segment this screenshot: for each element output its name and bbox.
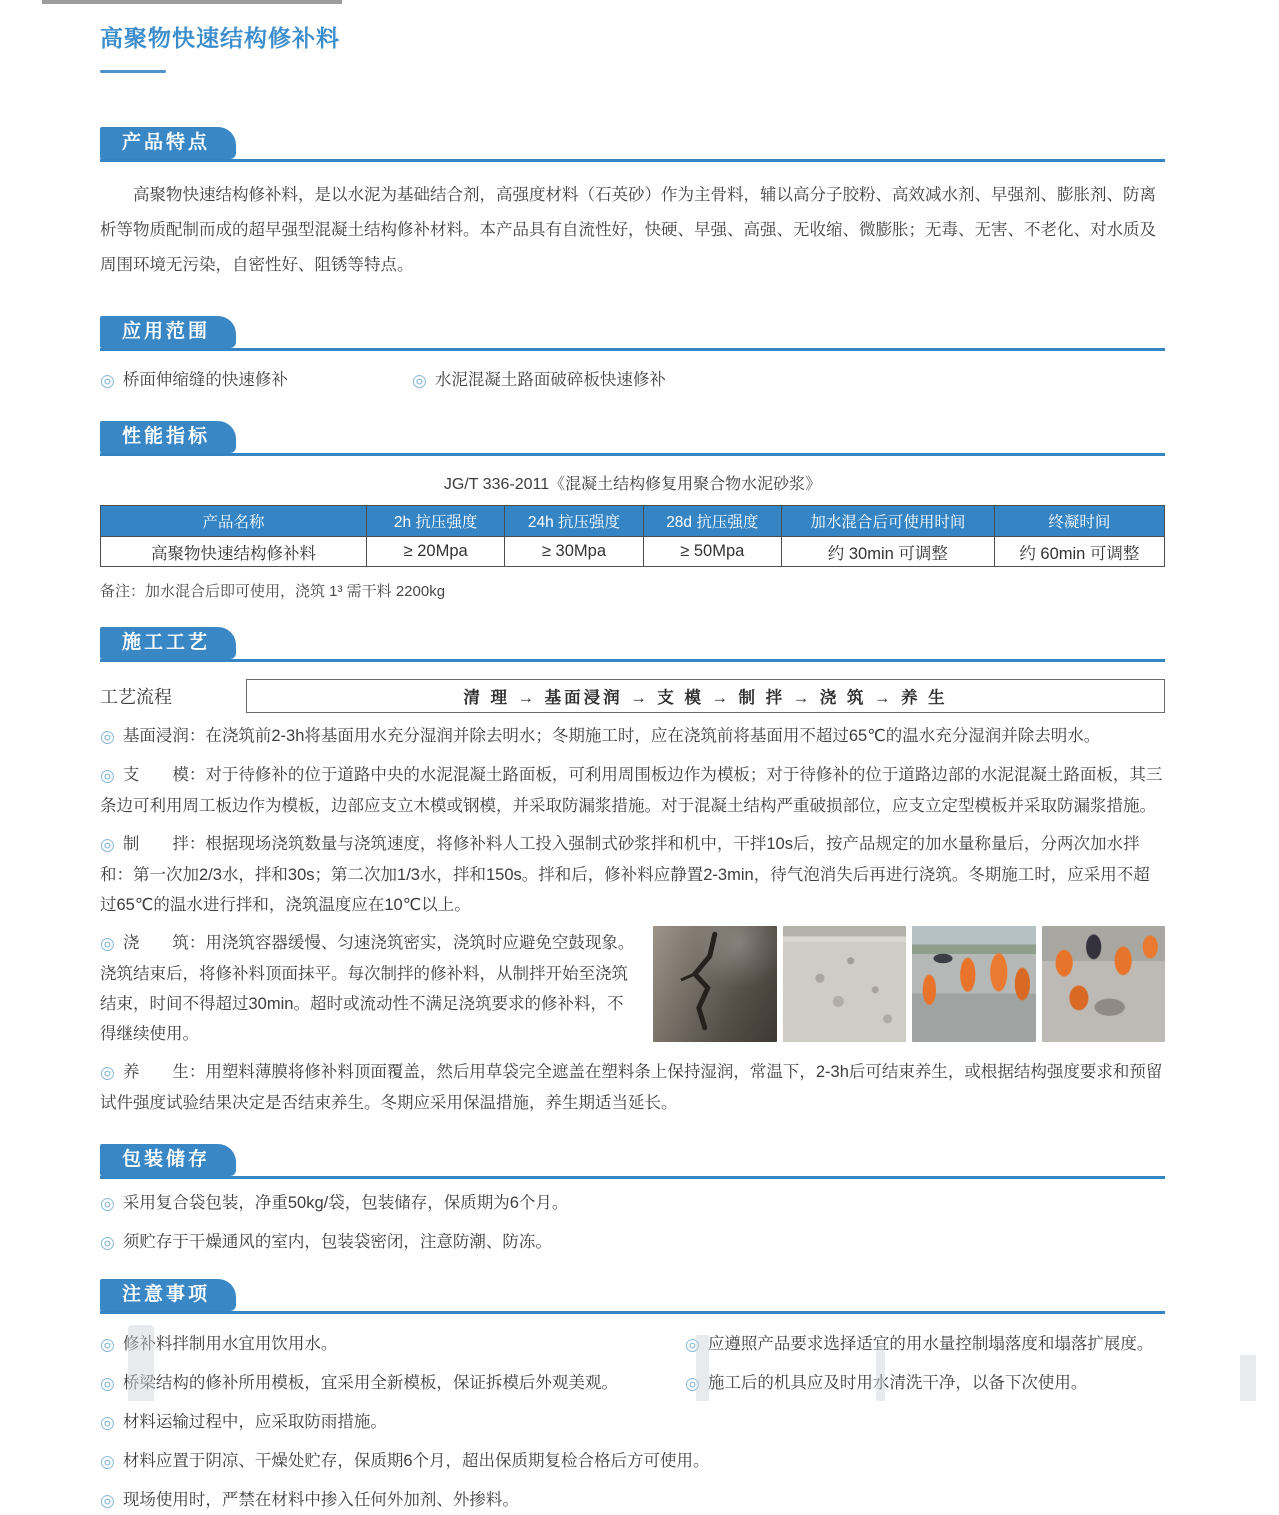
standard-caption: JG/T 336-2011《混凝土结构修复用聚合物水泥砂浆》 (443, 476, 822, 493)
section-tab-features: 产品特点 (100, 127, 236, 159)
table-cell: 约 60min 可调整 (994, 537, 1164, 567)
section-header (100, 421, 1165, 456)
list-item (100, 1228, 1165, 1257)
note-item-label: 施工后的机具应及时用水清洗干净，以备下次使用。 (707, 1374, 1088, 1392)
table-header-row (101, 506, 1165, 537)
note-item-label: 应遵照产品要求选择适宜的用水量控制塌落度和塌落扩展度。 (707, 1335, 1154, 1353)
road-repair-workers-photo (912, 926, 1036, 1042)
step-curing (100, 1057, 1165, 1118)
ring-bullet-icon: ◎ (100, 1413, 115, 1432)
notes-full-width-list (100, 1408, 1165, 1515)
ring-bullet-icon: ◎ (100, 1233, 115, 1252)
concrete-patch-repair-photo (1042, 926, 1166, 1042)
background-watermark (696, 1335, 709, 1401)
column-header: 加水混合后可使用时间 (781, 506, 994, 537)
crack-graphic (653, 926, 777, 1042)
list-item (412, 366, 666, 391)
ring-bullet-icon: ◎ (100, 1374, 115, 1393)
column-header: 28d 抗压强度 (643, 506, 781, 537)
note-item-label: 修补料拌制用水宜用饮用水。 (122, 1335, 338, 1353)
table-cell: 约 30min 可调整 (781, 537, 994, 567)
ring-bullet-icon: ◎ (100, 727, 115, 746)
flow-diagram: 清 理 → 基面浸润 → 支 模 → 制 拌 → 浇 筑 → 养 生 (246, 679, 1165, 713)
table-cell: ≥ 50Mpa (643, 537, 781, 567)
ring-bullet-icon: ◎ (100, 1335, 115, 1354)
background-watermark (1240, 1355, 1256, 1401)
construction-steps (100, 721, 1165, 1118)
section-header (100, 1279, 1165, 1314)
list-item (100, 1369, 685, 1398)
ring-bullet-icon: ◎ (100, 835, 115, 854)
ring-bullet-icon: ◎ (100, 1491, 115, 1510)
performance-table (100, 505, 1165, 567)
scope-item-label: 桥面伸缩缝的快速修补 (122, 371, 288, 389)
page-title: 高聚物快速结构修补料 (100, 25, 340, 51)
section-tab-performance: 性能指标 (100, 421, 236, 453)
ring-bullet-icon: ◎ (100, 766, 115, 785)
scope-items (100, 366, 1165, 391)
table-row (101, 537, 1165, 567)
background-watermark (876, 1345, 885, 1401)
ring-bullet-icon: ◎ (100, 1063, 115, 1082)
note-item-label: 材料运输过程中，应采取防雨措施。 (122, 1413, 387, 1431)
column-header: 产品名称 (101, 506, 367, 537)
flow-label: 工艺流程 (100, 687, 172, 707)
step-formwork (100, 760, 1165, 821)
note-item-label: 桥梁结构的修补所用模板，宜采用全新模板，保证拆模后外观美观。 (122, 1374, 618, 1392)
table-cell: ≥ 30Mpa (505, 537, 643, 567)
section-tab-scope: 应用范围 (100, 316, 236, 348)
table-cell: ≥ 20Mpa (367, 537, 505, 567)
ring-bullet-icon: ◎ (412, 371, 427, 390)
title-underline (100, 70, 166, 73)
cracked-pavement-photo (653, 926, 777, 1042)
step-mixing (100, 829, 1165, 920)
step-text: 养 生：用塑料薄膜将修补料顶面覆盖，然后用草袋完全遮盖在塑料条上保持湿润，常温下，2-3h后可结束养生，或根据结构强度要求和预留试件强度试验结果决定是否结束养生。冬期应采用保温措施，养生期适当延长。 (100, 1063, 1163, 1112)
section-header (100, 1144, 1165, 1179)
section-packaging (100, 1144, 1165, 1257)
list-item (100, 1447, 1165, 1476)
ring-bullet-icon: ◎ (100, 1194, 115, 1213)
note-item-label: 材料应置于阴凉、干燥处贮存，保质期6个月，超出保质期复检合格后方可使用。 (122, 1452, 710, 1470)
list-item (100, 1330, 685, 1359)
step-text: 支 模：对于待修补的位于道路中央的水泥混凝土路面板，可利用周围板边作为模板；对于待修补的位于道路边部的水泥混凝土路面板，其三条边可利用周工板边作为模板，边部应支立木模或钢模，并采取防漏浆措施。对于混凝土结构严重破损部位，应支立定型模板并采取防漏浆措施。 (100, 766, 1163, 815)
packaging-item-label: 须贮存于干燥通风的室内，包装袋密闭，注意防潮、防冻。 (122, 1233, 552, 1251)
ring-bullet-icon: ◎ (685, 1335, 700, 1354)
list-item (100, 1486, 1165, 1515)
section-tab-notes: 注意事项 (100, 1279, 236, 1311)
table-note: 备注：加水混合后即可使用，浇筑 1³ 需干料 2200kg (100, 583, 446, 600)
process-flow-row (100, 679, 1165, 713)
column-header: 2h 抗压强度 (367, 506, 505, 537)
column-header: 24h 抗压强度 (505, 506, 643, 537)
list-item (100, 1408, 1165, 1437)
note-item-label: 现场使用时，严禁在材料中掺入任何外加剂、外掺料。 (122, 1491, 519, 1509)
section-notes (100, 1279, 1165, 1515)
list-item (100, 366, 412, 391)
ring-bullet-icon: ◎ (100, 934, 115, 953)
section-tab-construction: 施工工艺 (100, 627, 236, 659)
step-soaking (100, 721, 1165, 752)
list-item (685, 1330, 1165, 1359)
step-text: 浇 筑：用浇筑容器缓慢、匀速浇筑密实，浇筑时应避免空鼓现象。浇筑结束后，将修补料顶面抹平。每次制拌的修补料，从制拌开始至浇筑结束，时间不得超过30min。超时或流动性不满足浇筑要求的修补料，不得继续使用。 (100, 934, 635, 1043)
packaging-items (100, 1189, 1165, 1257)
ring-bullet-icon: ◎ (100, 1452, 115, 1471)
background-watermark (128, 1325, 154, 1401)
column-header: 终凝时间 (994, 506, 1164, 537)
section-tab-packaging: 包装储存 (100, 1144, 236, 1176)
ring-bullet-icon: ◎ (685, 1374, 700, 1393)
features-paragraph: 高聚物快速结构修补料，是以水泥为基础结合剂，高强度材料（石英砂）作为主骨料，辅以高分子胶粉、高效减水剂、早强剂、膨胀剂、防离析等物质配制而成的超早强型混凝土结构修补材料。本产品具有自流性好，快硬、早强、高强、无收缩、微膨胀；无毒、无害、不老化、对水质及周围环境无污染，自密性好、阻锈等特点。 (100, 186, 1156, 274)
section-header (100, 316, 1165, 351)
section-construction (100, 627, 1165, 1118)
table-cell: 高聚物快速结构修补料 (101, 537, 367, 567)
section-performance (100, 421, 1165, 601)
section-scope (100, 316, 1165, 391)
list-item (685, 1369, 1165, 1398)
broken-concrete-slab-photo (783, 926, 907, 1042)
section-features (100, 127, 1165, 283)
step-text: 基面浸润：在浇筑前2-3h将基面用水充分湿润并除去明水；冬期施工时，应在浇筑前将基面用不超过65℃的温水充分湿润并除去明水。 (122, 727, 1101, 745)
scope-item-label: 水泥混凝土路面破碎板快速修补 (434, 371, 666, 389)
ring-bullet-icon: ◎ (100, 371, 115, 390)
site-photo-strip (653, 926, 1165, 1042)
packaging-item-label: 采用复合袋包装，净重50kg/袋，包装储存，保质期为6个月。 (122, 1194, 569, 1212)
list-item (100, 1189, 1165, 1218)
notes-two-column-list (100, 1320, 1165, 1398)
step-text: 制 拌：根据现场浇筑数量与浇筑速度，将修补料人工投入强制式砂浆拌和机中，干拌10s后，按产品规定的加水量称量后，分两次加水拌和：第一次加2/3水，拌和30s；第二次加1/3水，拌和150s。拌和后，修补料应静置2-3min，待气泡消失后再进行浇筑。冬期施工时，应采用不超过65℃的温水进行拌和，浇筑温度应在10℃以上。 (100, 835, 1150, 914)
section-header (100, 127, 1165, 162)
section-header (100, 627, 1165, 662)
